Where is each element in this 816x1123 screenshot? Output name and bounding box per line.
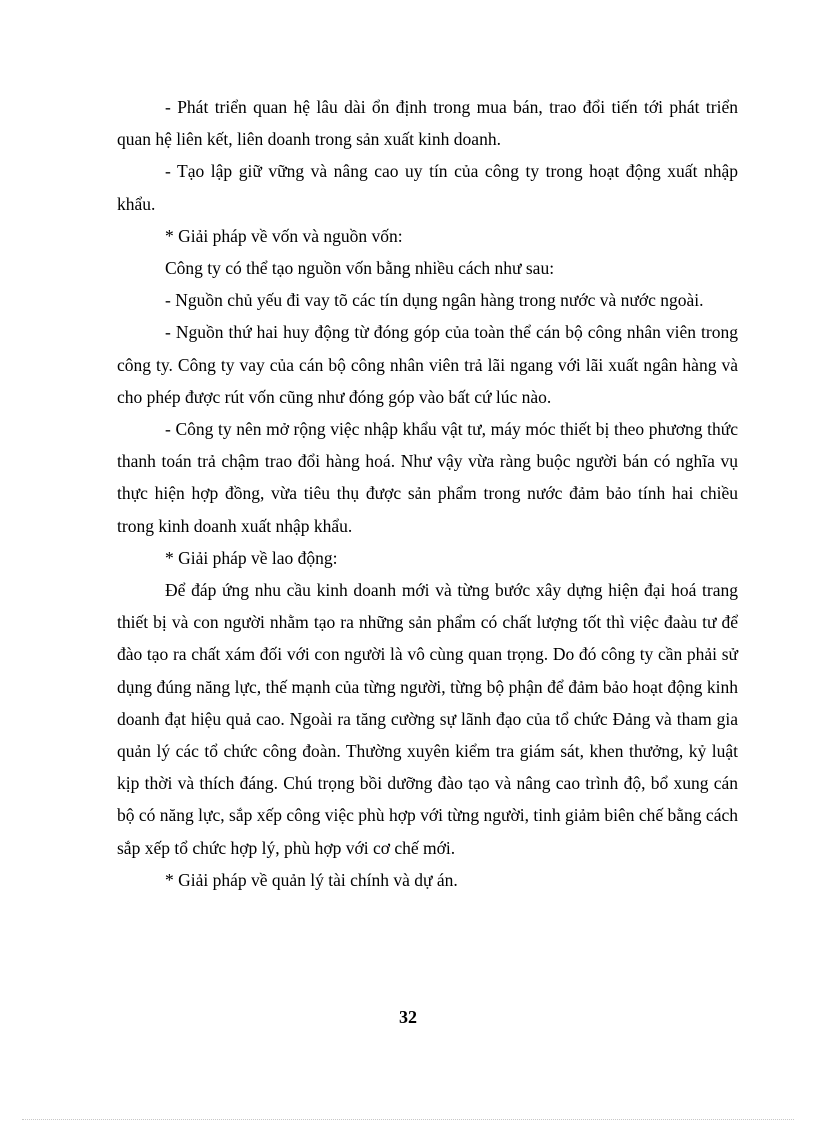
- paragraph-capital-intro: Công ty có thể tạo nguồn vốn bằng nhiều cách như sau:: [165, 258, 555, 279]
- paragraph-bank-loans: - Nguồn chủ yếu đi vay tõ các tín dụng ngân hàng trong nước và nước ngoài.: [165, 290, 704, 311]
- page-bottom-divider: [22, 1119, 794, 1120]
- paragraph-staff-contributions: - Nguồn thứ hai huy động từ đóng góp của toàn thể cán bộ công nhân viên trong công ty. Công ty vay của cán bộ công nhân viên trả lãi ngang với lãi xuất ngân hàng và cho phép được rút vốn cũng như đóng góp vào bất cứ lúc nào.: [117, 322, 738, 407]
- paragraph-deferred-payment-imports: - Công ty nên mở rộng việc nhập khẩu vật tư, máy móc thiết bị theo phương thức thanh toán trả chậm trao đổi hàng hoá. Như vậy vừa ràng buộc người bán có nghĩa vụ thực hiện hợp đồng, vừa tiêu thụ được sản phẩm trong nước đảm bảo tính hai chiều trong kinh doanh xuất nhập khẩu.: [117, 419, 738, 536]
- paragraph-labor-details: Để đáp ứng nhu cầu kinh doanh mới và từng bước xây dựng hiện đại hoá trang thiết bị và con người nhằm tạo ra những sản phẩm có chất lượng tốt thì việc đaàu tư để đào tạo ra chất xám đối với con người là vô cùng quan trọng. Do đó công ty cần phải sử dụng đúng năng lực, thế mạnh của từng người, từng bộ phận để đảm bảo hoạt động kinh doanh đạt hiệu quả cao. Ngoài ra tăng cường sự lãnh đạo của tổ chức Đảng và tham gia quản lý các tổ chức công đoàn. Thường xuyên kiểm tra giám sát, khen thưởng, kỷ luật kịp thời và thích đáng. Chú trọng bồi dưỡng đào tạo và nâng cao trình độ, bổ xung cán bộ có năng lực, sắp xếp công việc phù hợp với từng người, tinh giảm biên chế bằng cách sắp xếp tổ chức hợp lý, phù hợp với cơ chế mới.: [117, 580, 738, 858]
- paragraph-relationship-development: - Phát triển quan hệ lâu dài ổn định trong mua bán, trao đổi tiến tới phát triển quan hệ liên kết, liên doanh trong sản xuất kinh doanh.: [117, 97, 738, 150]
- page-number: 32: [399, 1007, 417, 1027]
- heading-labor-solution: * Giải pháp về lao động:: [165, 547, 338, 568]
- body-text: [117, 91, 738, 896]
- heading-finance-project-solution: * Giải pháp về quản lý tài chính và dự án.: [165, 869, 458, 890]
- heading-capital-solution: * Giải pháp về vốn và nguồn vốn:: [165, 225, 403, 246]
- paragraph-company-reputation: - Tạo lập giữ vững và nâng cao uy tín của công ty trong hoạt động xuất nhập khẩu.: [117, 161, 738, 214]
